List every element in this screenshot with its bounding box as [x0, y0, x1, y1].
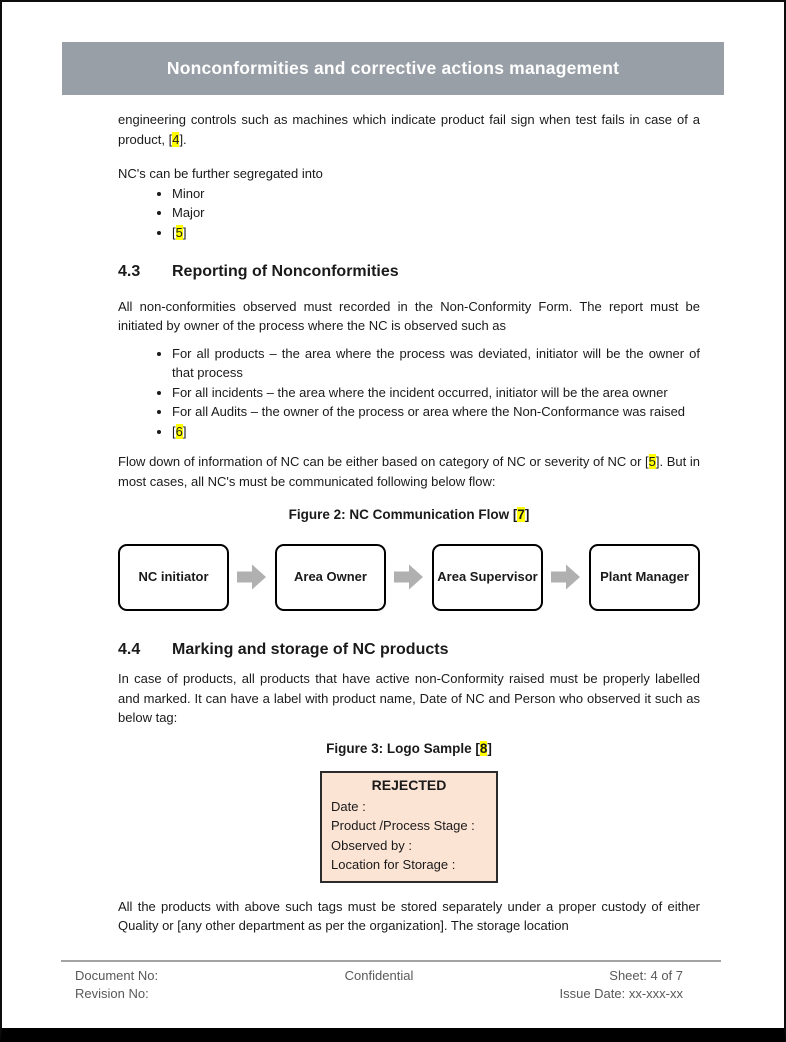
figure3-caption	[118, 739, 700, 759]
document-no-label: Document No:	[75, 968, 159, 983]
page-title: Nonconformities and corrective actions management	[166, 58, 620, 78]
paragraph-nc-segregation: NC's can be further segregated into	[118, 166, 323, 181]
rejected-label: REJECTED	[371, 777, 447, 793]
list-item: • Major	[172, 203, 700, 223]
tag-field-observed-by: Observed by :	[331, 837, 412, 853]
segregation-list	[118, 184, 700, 243]
list-item: • For all Audits – the owner of the process or area where the Non-Conformance was raised	[172, 402, 700, 422]
paragraph-storage: All the products with above such tags must be stored separately under a proper custody of either Quality or [any other department as per the organization]. The storage location	[118, 898, 700, 933]
section-number: 4.3	[118, 263, 141, 280]
flow-node-area-owner: Area Owner	[275, 544, 386, 611]
citation-ref-5b: 5	[648, 454, 656, 469]
sheet-number-label: Sheet: 4 of 7	[609, 968, 684, 983]
list-item-ref	[172, 422, 700, 442]
list-item: • For all products – the area where the process was deviated, initiator will be the owner of that process	[172, 344, 700, 383]
paragraph-flow-down	[118, 452, 700, 491]
caption-text: Figure 2: NC Communication Flow [	[288, 507, 518, 522]
section-heading-4-3	[118, 262, 700, 282]
page-footer	[61, 960, 721, 1003]
footer-right	[480, 967, 721, 1003]
caption-text: ]	[524, 507, 530, 522]
nc-communication-flow-diagram	[118, 544, 700, 611]
reporting-list	[118, 344, 700, 442]
figure2-caption	[118, 505, 700, 525]
paragraph-text: Flow down of information of NC can be either based on category of NC or severity of NC or [	[118, 454, 649, 469]
section-title: Reporting of Nonconformities	[172, 263, 399, 280]
bracket: ]	[182, 423, 187, 439]
flow-node-area-supervisor: Area Supervisor	[432, 544, 543, 611]
citation-ref-7: 7	[517, 507, 525, 522]
caption-text: ]	[487, 740, 492, 756]
paragraph-text: ].	[179, 131, 187, 147]
rejected-tag-sample	[320, 771, 498, 883]
bracket: [	[172, 224, 176, 240]
tag-field-date: Date :	[331, 798, 366, 814]
tag-field-storage-location: Location for Storage :	[331, 857, 456, 872]
tag-field-product-stage: Product /Process Stage :	[331, 818, 475, 833]
section-title: Marking and storage of NC products	[172, 640, 449, 658]
right-arrow-icon	[237, 563, 267, 591]
citation-ref-4: 4	[172, 131, 180, 147]
section-number: 4.4	[118, 640, 141, 658]
right-arrow-icon	[551, 563, 581, 591]
citation-ref-6: 6	[175, 423, 183, 439]
list-item-ref	[172, 223, 700, 243]
revision-no-label: Revision No:	[75, 986, 149, 1001]
confidential-label: Confidential	[344, 968, 414, 983]
issue-date-label: Issue Date: xx-xxx-xx	[559, 986, 684, 1001]
page-content	[118, 110, 700, 936]
paragraph-text: ]. But in most cases, all NC's must be communicated following below flow:	[118, 454, 700, 489]
bracket: [	[172, 423, 176, 439]
citation-ref-5: 5	[175, 224, 183, 240]
paragraph-marking: In case of products, all products that have active non-Conformity raised must be properly labelled and marked. It can have a label with product name, Date of NC and Person who observed it such as below tag:	[118, 671, 700, 725]
bracket: ]	[182, 224, 187, 240]
citation-ref-8: 8	[479, 740, 488, 756]
flow-node-plant-manager: Plant Manager	[589, 544, 700, 611]
footer-center	[278, 967, 481, 1003]
flow-node-nc-initiator: NC initiator	[118, 544, 229, 611]
caption-text: Figure 3: Logo Sample [	[326, 740, 480, 756]
right-arrow-icon	[394, 563, 424, 591]
list-item: • For all incidents – the area where the incident occurred, initiator will be the area owner	[172, 383, 700, 403]
footer-left	[61, 967, 278, 1003]
list-item: • Minor	[172, 184, 700, 204]
paragraph-reporting: All non-conformities observed must recorded in the Non-Conformity Form. The report must be initiated by owner of the process where the NC is observed such as	[118, 298, 700, 333]
paragraph-engineering-controls	[118, 110, 700, 149]
title-banner	[62, 42, 724, 95]
paragraph-text: engineering controls such as machines which indicate product fail sign when test fails in case of a product, [	[118, 112, 700, 147]
section-heading-4-4	[118, 640, 700, 660]
